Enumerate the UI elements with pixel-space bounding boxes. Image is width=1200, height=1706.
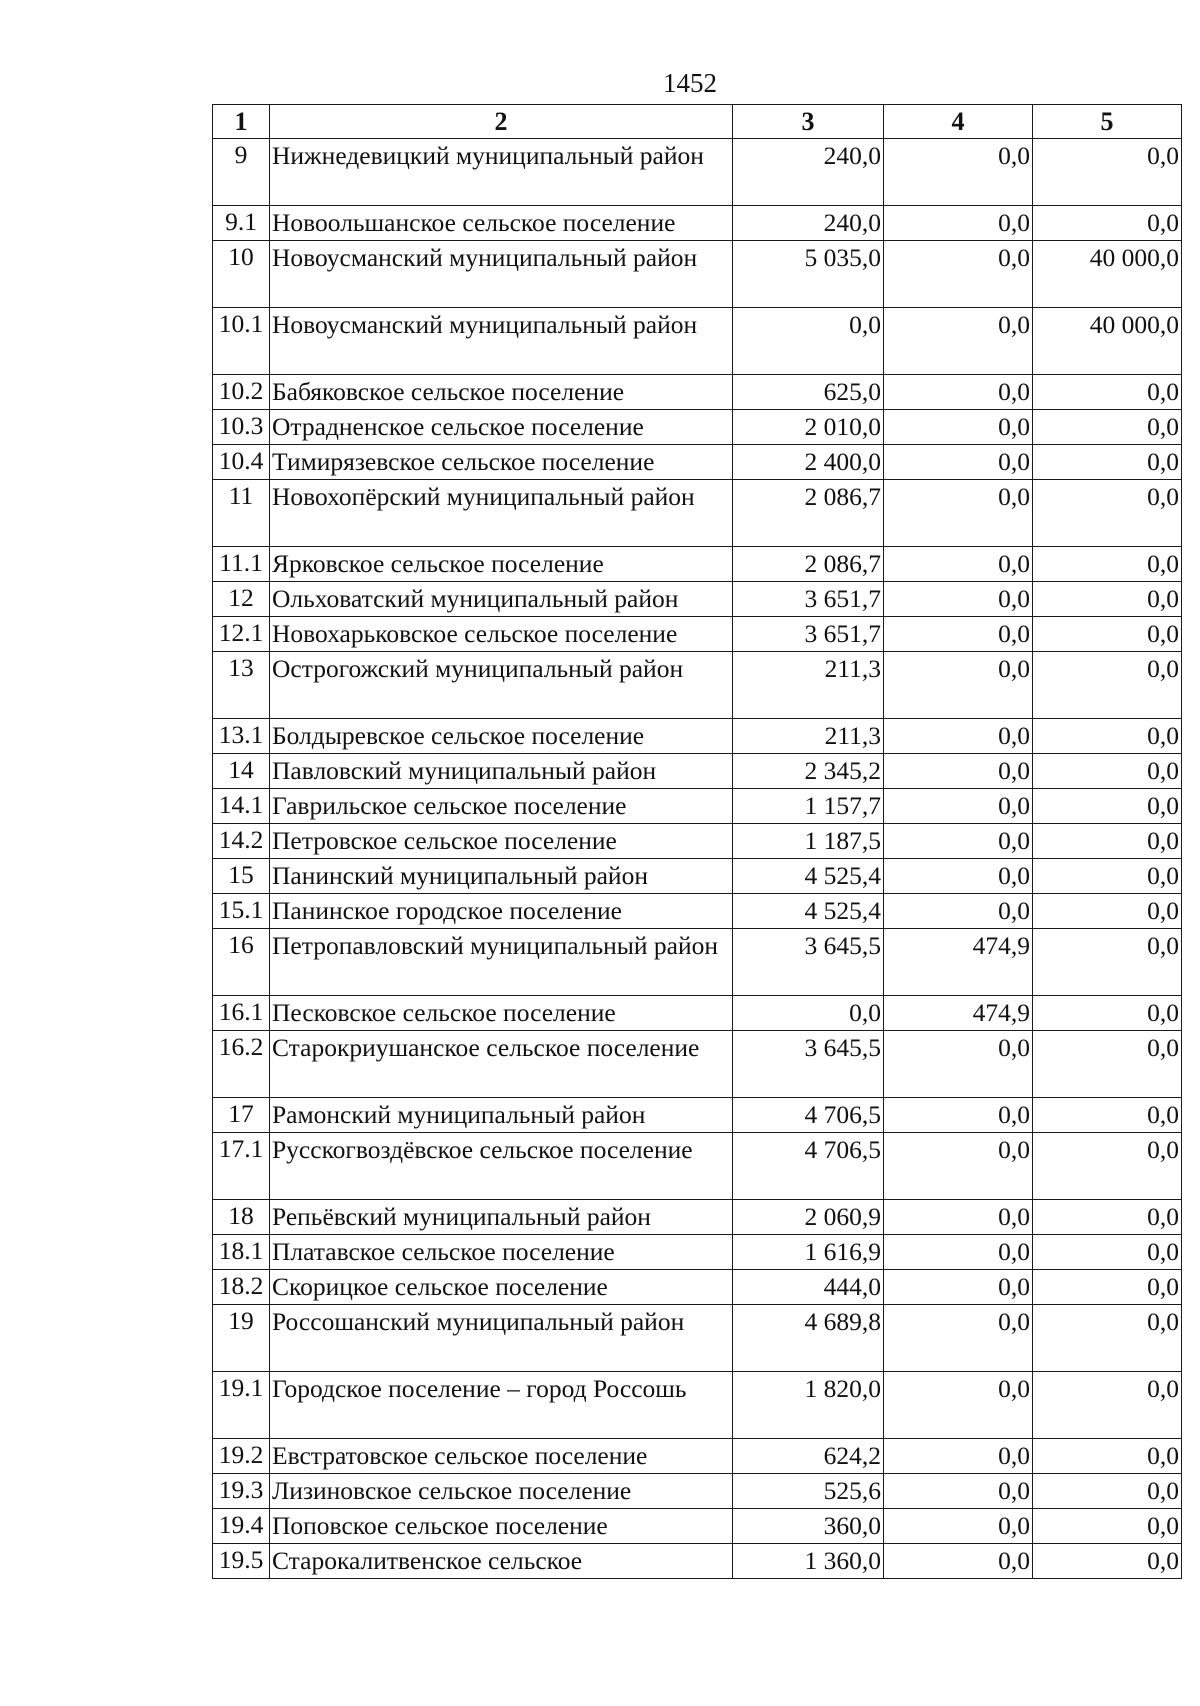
municipality-name-cell: Старокриушанское сельское поселение <box>270 1031 733 1098</box>
table-row <box>213 719 1182 754</box>
row-number-cell: 10.1 <box>213 308 270 375</box>
row-number-cell: 19.3 <box>213 1474 270 1509</box>
table-row <box>213 445 1182 480</box>
column-4-value-cell: 0,0 <box>884 754 1033 789</box>
column-5-value-cell: 0,0 <box>1033 1439 1182 1474</box>
column-4-value-cell: 0,0 <box>884 652 1033 719</box>
column-4-value-cell: 0,0 <box>884 1544 1033 1579</box>
column-4-value-cell: 0,0 <box>884 894 1033 929</box>
municipality-name-cell: Новохопёрский муниципальный район <box>270 480 733 547</box>
row-number-cell: 17 <box>213 1098 270 1133</box>
column-3-value-cell: 624,2 <box>733 1439 884 1474</box>
municipality-name-cell: Петровское сельское поселение <box>270 824 733 859</box>
municipality-name-cell: Новоусманский муниципальный район <box>270 241 733 308</box>
row-number-cell: 19.2 <box>213 1439 270 1474</box>
column-4-value-cell: 0,0 <box>884 617 1033 652</box>
municipality-name-cell: Нижнедевицкий муниципальный район <box>270 139 733 206</box>
municipality-name-cell: Панинское городское поселение <box>270 894 733 929</box>
table-row <box>213 1474 1182 1509</box>
column-3-value-cell: 444,0 <box>733 1270 884 1305</box>
column-3-value-cell: 2 345,2 <box>733 754 884 789</box>
row-number-cell: 19.5 <box>213 1544 270 1579</box>
column-5-value-cell: 0,0 <box>1033 789 1182 824</box>
column-3-value-cell: 4 706,5 <box>733 1098 884 1133</box>
column-5-value-cell: 0,0 <box>1033 824 1182 859</box>
column-5-value-cell: 0,0 <box>1033 1270 1182 1305</box>
column-3-value-cell: 0,0 <box>733 308 884 375</box>
column-4-value-cell: 0,0 <box>884 1372 1033 1439</box>
column-5-value-cell: 0,0 <box>1033 375 1182 410</box>
column-4-value-cell: 0,0 <box>884 241 1033 308</box>
table-row <box>213 996 1182 1031</box>
row-number-cell: 10.4 <box>213 445 270 480</box>
column-5-value-cell: 0,0 <box>1033 445 1182 480</box>
municipality-name-cell: Ольховатский муниципальный район <box>270 582 733 617</box>
column-3-value-cell: 3 651,7 <box>733 617 884 652</box>
row-number-cell: 13 <box>213 652 270 719</box>
column-3-value-cell: 2 010,0 <box>733 410 884 445</box>
row-number-cell: 10 <box>213 241 270 308</box>
column-3-value-cell: 3 645,5 <box>733 1031 884 1098</box>
table-body <box>213 139 1182 1579</box>
column-4-value-cell: 0,0 <box>884 375 1033 410</box>
header-col-5: 5 <box>1033 105 1182 139</box>
column-3-value-cell: 240,0 <box>733 206 884 241</box>
row-number-cell: 15.1 <box>213 894 270 929</box>
column-3-value-cell: 211,3 <box>733 719 884 754</box>
column-4-value-cell: 0,0 <box>884 582 1033 617</box>
column-4-value-cell: 0,0 <box>884 719 1033 754</box>
column-5-value-cell: 40 000,0 <box>1033 308 1182 375</box>
column-4-value-cell: 0,0 <box>884 480 1033 547</box>
column-4-value-cell: 0,0 <box>884 308 1033 375</box>
table-row <box>213 1200 1182 1235</box>
row-number-cell: 18.1 <box>213 1235 270 1270</box>
column-4-value-cell: 0,0 <box>884 1133 1033 1200</box>
column-3-value-cell: 3 651,7 <box>733 582 884 617</box>
row-number-cell: 17.1 <box>213 1133 270 1200</box>
column-4-value-cell: 0,0 <box>884 1098 1033 1133</box>
column-3-value-cell: 1 820,0 <box>733 1372 884 1439</box>
row-number-cell: 19.4 <box>213 1509 270 1544</box>
column-5-value-cell: 0,0 <box>1033 1372 1182 1439</box>
column-3-value-cell: 625,0 <box>733 375 884 410</box>
table-row <box>213 547 1182 582</box>
row-number-cell: 18.2 <box>213 1270 270 1305</box>
row-number-cell: 11 <box>213 480 270 547</box>
table-row <box>213 410 1182 445</box>
column-5-value-cell: 0,0 <box>1033 719 1182 754</box>
municipality-name-cell: Петропавловский муниципальный район <box>270 929 733 996</box>
table-row <box>213 241 1182 308</box>
header-row <box>213 105 1182 139</box>
municipality-name-cell: Рамонский муниципальный район <box>270 1098 733 1133</box>
municipality-name-cell: Поповское сельское поселение <box>270 1509 733 1544</box>
municipality-name-cell: Россошанский муниципальный район <box>270 1305 733 1372</box>
column-5-value-cell: 0,0 <box>1033 1235 1182 1270</box>
table-row <box>213 308 1182 375</box>
row-number-cell: 14 <box>213 754 270 789</box>
municipality-name-cell: Старокалитвенское сельское <box>270 1544 733 1579</box>
row-number-cell: 16.2 <box>213 1031 270 1098</box>
column-4-value-cell: 0,0 <box>884 206 1033 241</box>
municipality-name-cell: Репьёвский муниципальный район <box>270 1200 733 1235</box>
row-number-cell: 19.1 <box>213 1372 270 1439</box>
column-4-value-cell: 0,0 <box>884 1270 1033 1305</box>
column-3-value-cell: 1 187,5 <box>733 824 884 859</box>
column-3-value-cell: 360,0 <box>733 1509 884 1544</box>
municipality-name-cell: Панинский муниципальный район <box>270 859 733 894</box>
column-4-value-cell: 0,0 <box>884 789 1033 824</box>
column-3-value-cell: 0,0 <box>733 996 884 1031</box>
column-4-value-cell: 0,0 <box>884 1031 1033 1098</box>
column-5-value-cell: 0,0 <box>1033 410 1182 445</box>
table-row <box>213 582 1182 617</box>
table-row <box>213 1031 1182 1098</box>
column-5-value-cell: 40 000,0 <box>1033 241 1182 308</box>
table-row <box>213 617 1182 652</box>
column-5-value-cell: 0,0 <box>1033 1133 1182 1200</box>
municipality-name-cell: Болдыревское сельское поселение <box>270 719 733 754</box>
municipality-name-cell: Ярковское сельское поселение <box>270 547 733 582</box>
municipality-name-cell: Павловский муниципальный район <box>270 754 733 789</box>
table-row <box>213 1509 1182 1544</box>
table-row <box>213 1098 1182 1133</box>
header-col-4: 4 <box>884 105 1033 139</box>
column-4-value-cell: 0,0 <box>884 859 1033 894</box>
column-3-value-cell: 2 086,7 <box>733 480 884 547</box>
row-number-cell: 12 <box>213 582 270 617</box>
column-5-value-cell: 0,0 <box>1033 929 1182 996</box>
row-number-cell: 18 <box>213 1200 270 1235</box>
table-row <box>213 894 1182 929</box>
table-row <box>213 206 1182 241</box>
page-number: 1452 <box>663 68 717 98</box>
table-row <box>213 1544 1182 1579</box>
municipality-name-cell: Городское поселение – город Россошь <box>270 1372 733 1439</box>
table-row <box>213 1305 1182 1372</box>
column-5-value-cell: 0,0 <box>1033 1200 1182 1235</box>
column-4-value-cell: 0,0 <box>884 1235 1033 1270</box>
municipality-name-cell: Русскогвоздёвское сельское поселение <box>270 1133 733 1200</box>
row-number-cell: 14.2 <box>213 824 270 859</box>
column-3-value-cell: 1 360,0 <box>733 1544 884 1579</box>
row-number-cell: 16.1 <box>213 996 270 1031</box>
column-3-value-cell: 3 645,5 <box>733 929 884 996</box>
municipality-name-cell: Гаврильское сельское поселение <box>270 789 733 824</box>
column-4-value-cell: 0,0 <box>884 547 1033 582</box>
column-4-value-cell: 0,0 <box>884 1439 1033 1474</box>
municipality-name-cell: Евстратовское сельское поселение <box>270 1439 733 1474</box>
column-5-value-cell: 0,0 <box>1033 617 1182 652</box>
column-4-value-cell: 0,0 <box>884 1509 1033 1544</box>
table-row <box>213 859 1182 894</box>
row-number-cell: 10.2 <box>213 375 270 410</box>
row-number-cell: 16 <box>213 929 270 996</box>
municipality-name-cell: Тимирязевское сельское поселение <box>270 445 733 480</box>
column-5-value-cell: 0,0 <box>1033 1098 1182 1133</box>
municipality-name-cell: Скорицкое сельское поселение <box>270 1270 733 1305</box>
column-4-value-cell: 0,0 <box>884 1200 1033 1235</box>
column-3-value-cell: 211,3 <box>733 652 884 719</box>
column-4-value-cell: 0,0 <box>884 410 1033 445</box>
column-5-value-cell: 0,0 <box>1033 1544 1182 1579</box>
municipality-name-cell: Песковское сельское поселение <box>270 996 733 1031</box>
table-row <box>213 375 1182 410</box>
municipality-name-cell: Бабяковское сельское поселение <box>270 375 733 410</box>
table-row <box>213 1270 1182 1305</box>
budget-allocation-table <box>212 104 1182 1579</box>
column-5-value-cell: 0,0 <box>1033 139 1182 206</box>
column-3-value-cell: 2 400,0 <box>733 445 884 480</box>
municipality-name-cell: Лизиновское сельское поселение <box>270 1474 733 1509</box>
column-3-value-cell: 1 616,9 <box>733 1235 884 1270</box>
column-4-value-cell: 0,0 <box>884 139 1033 206</box>
row-number-cell: 11.1 <box>213 547 270 582</box>
row-number-cell: 14.1 <box>213 789 270 824</box>
table-row <box>213 789 1182 824</box>
row-number-cell: 13.1 <box>213 719 270 754</box>
row-number-cell: 19 <box>213 1305 270 1372</box>
table-row <box>213 480 1182 547</box>
column-3-value-cell: 4 706,5 <box>733 1133 884 1200</box>
column-5-value-cell: 0,0 <box>1033 859 1182 894</box>
municipality-name-cell: Острогожский муниципальный район <box>270 652 733 719</box>
column-5-value-cell: 0,0 <box>1033 1305 1182 1372</box>
column-5-value-cell: 0,0 <box>1033 547 1182 582</box>
column-4-value-cell: 474,9 <box>884 929 1033 996</box>
table-row <box>213 929 1182 996</box>
column-5-value-cell: 0,0 <box>1033 1509 1182 1544</box>
column-5-value-cell: 0,0 <box>1033 754 1182 789</box>
municipality-name-cell: Новоольшанское сельское поселение <box>270 206 733 241</box>
table-row <box>213 1372 1182 1439</box>
column-3-value-cell: 2 086,7 <box>733 547 884 582</box>
column-4-value-cell: 0,0 <box>884 824 1033 859</box>
column-5-value-cell: 0,0 <box>1033 652 1182 719</box>
table-row <box>213 652 1182 719</box>
column-5-value-cell: 0,0 <box>1033 1474 1182 1509</box>
row-number-cell: 9.1 <box>213 206 270 241</box>
row-number-cell: 15 <box>213 859 270 894</box>
municipality-name-cell: Отрадненское сельское поселение <box>270 410 733 445</box>
municipality-name-cell: Новоусманский муниципальный район <box>270 308 733 375</box>
header-col-3: 3 <box>733 105 884 139</box>
column-3-value-cell: 4 689,8 <box>733 1305 884 1372</box>
column-3-value-cell: 4 525,4 <box>733 894 884 929</box>
column-4-value-cell: 0,0 <box>884 445 1033 480</box>
column-5-value-cell: 0,0 <box>1033 894 1182 929</box>
table-row <box>213 824 1182 859</box>
column-5-value-cell: 0,0 <box>1033 996 1182 1031</box>
table-row <box>213 1235 1182 1270</box>
column-3-value-cell: 525,6 <box>733 1474 884 1509</box>
table-row <box>213 1133 1182 1200</box>
municipality-name-cell: Новохарьковское сельское поселение <box>270 617 733 652</box>
table-row <box>213 139 1182 206</box>
column-4-value-cell: 0,0 <box>884 1305 1033 1372</box>
column-3-value-cell: 1 157,7 <box>733 789 884 824</box>
table-row <box>213 754 1182 789</box>
column-4-value-cell: 0,0 <box>884 1474 1033 1509</box>
header-col-1: 1 <box>213 105 270 139</box>
column-5-value-cell: 0,0 <box>1033 1031 1182 1098</box>
column-5-value-cell: 0,0 <box>1033 206 1182 241</box>
column-5-value-cell: 0,0 <box>1033 582 1182 617</box>
row-number-cell: 9 <box>213 139 270 206</box>
column-3-value-cell: 2 060,9 <box>733 1200 884 1235</box>
column-3-value-cell: 4 525,4 <box>733 859 884 894</box>
row-number-cell: 12.1 <box>213 617 270 652</box>
column-3-value-cell: 240,0 <box>733 139 884 206</box>
column-5-value-cell: 0,0 <box>1033 480 1182 547</box>
column-4-value-cell: 474,9 <box>884 996 1033 1031</box>
municipality-name-cell: Платавское сельское поселение <box>270 1235 733 1270</box>
row-number-cell: 10.3 <box>213 410 270 445</box>
table-row <box>213 1439 1182 1474</box>
header-col-2: 2 <box>270 105 733 139</box>
column-3-value-cell: 5 035,0 <box>733 241 884 308</box>
